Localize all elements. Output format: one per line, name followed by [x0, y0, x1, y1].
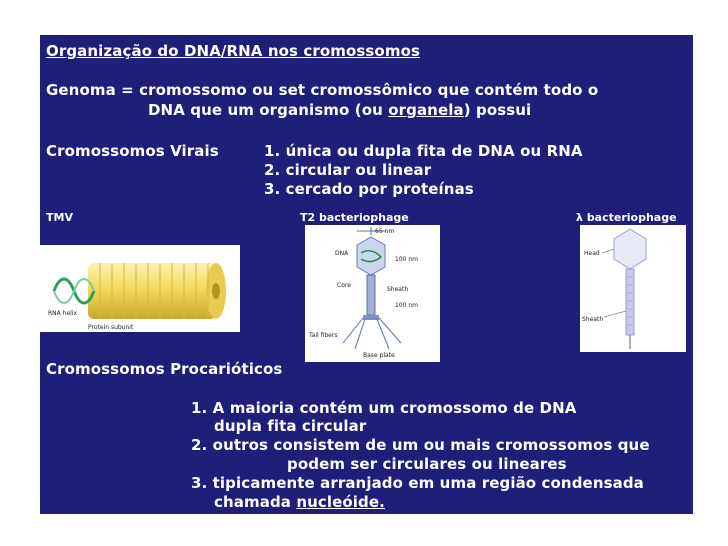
- genoma-line-2-text: DNA que um organismo (ou: [148, 101, 389, 119]
- procarioticos-item-1: 1. A maioria contém um cromossomo de DNA: [191, 399, 577, 417]
- lambda-symbol: λ: [576, 211, 583, 224]
- t2-label-100nm-2: 100 nm: [395, 302, 419, 309]
- virais-heading: Cromossomos Virais: [46, 142, 219, 160]
- organela-link[interactable]: organela: [388, 101, 464, 119]
- genoma-line-1: Genoma = cromossomo ou set cromossômico que contém todo o: [46, 81, 599, 99]
- lambda-image: [580, 225, 686, 352]
- procarioticos-item-3-text: chamada: [214, 493, 297, 511]
- procarioticos-item-1-cont: dupla fita circular: [214, 417, 367, 435]
- tmv-label-1: RNA helix: [48, 310, 78, 317]
- procarioticos-item-2: 2. outros consistem de um ou mais cromossomos que: [191, 436, 650, 454]
- genoma-line-2-end: ) possui: [463, 101, 532, 119]
- t2-label-base-plate: Base plate: [363, 352, 395, 359]
- lambda-label-head: Head: [584, 250, 600, 257]
- tmv-caption: TMV: [46, 211, 73, 224]
- t2-image: [305, 225, 440, 362]
- t2-caption: T2 bacteriophage: [300, 211, 409, 224]
- slide-title: Organização do DNA/RNA nos cromossomos: [46, 42, 421, 60]
- t2-label-sheath: Sheath: [387, 286, 409, 293]
- tmv-label-2: Protein subunit: [88, 324, 134, 331]
- nucleoide-link[interactable]: nucleóide.: [296, 493, 385, 511]
- t2-label-tail-fibers: Tail fibers: [309, 332, 338, 339]
- lambda-label-sheath: Sheath: [582, 316, 604, 323]
- virais-item-3: 3. cercado por proteínas: [264, 180, 474, 198]
- lambda-caption-text: bacteriophage: [586, 211, 677, 224]
- t2-label-65nm: 65 nm: [375, 228, 395, 235]
- t2-label-core: Core: [337, 282, 351, 289]
- procarioticos-heading: Cromossomos Procarióticos: [46, 360, 283, 378]
- virais-item-2: 2. circular ou linear: [264, 161, 432, 179]
- t2-label-100nm-1: 100 nm: [395, 256, 419, 263]
- procarioticos-item-3: 3. tipicamente arranjado em uma região condensada: [191, 474, 644, 492]
- procarioticos-item-3-cont: [214, 493, 385, 511]
- tmv-image: [40, 245, 240, 332]
- genoma-line-2: [148, 101, 531, 119]
- slide: [40, 35, 693, 514]
- t2-label-dna: DNA: [335, 250, 349, 257]
- virais-item-1: 1. única ou dupla fita de DNA ou RNA: [264, 142, 583, 160]
- procarioticos-item-2-cont: podem ser circulares ou lineares: [287, 455, 567, 473]
- lambda-caption: [576, 211, 677, 224]
